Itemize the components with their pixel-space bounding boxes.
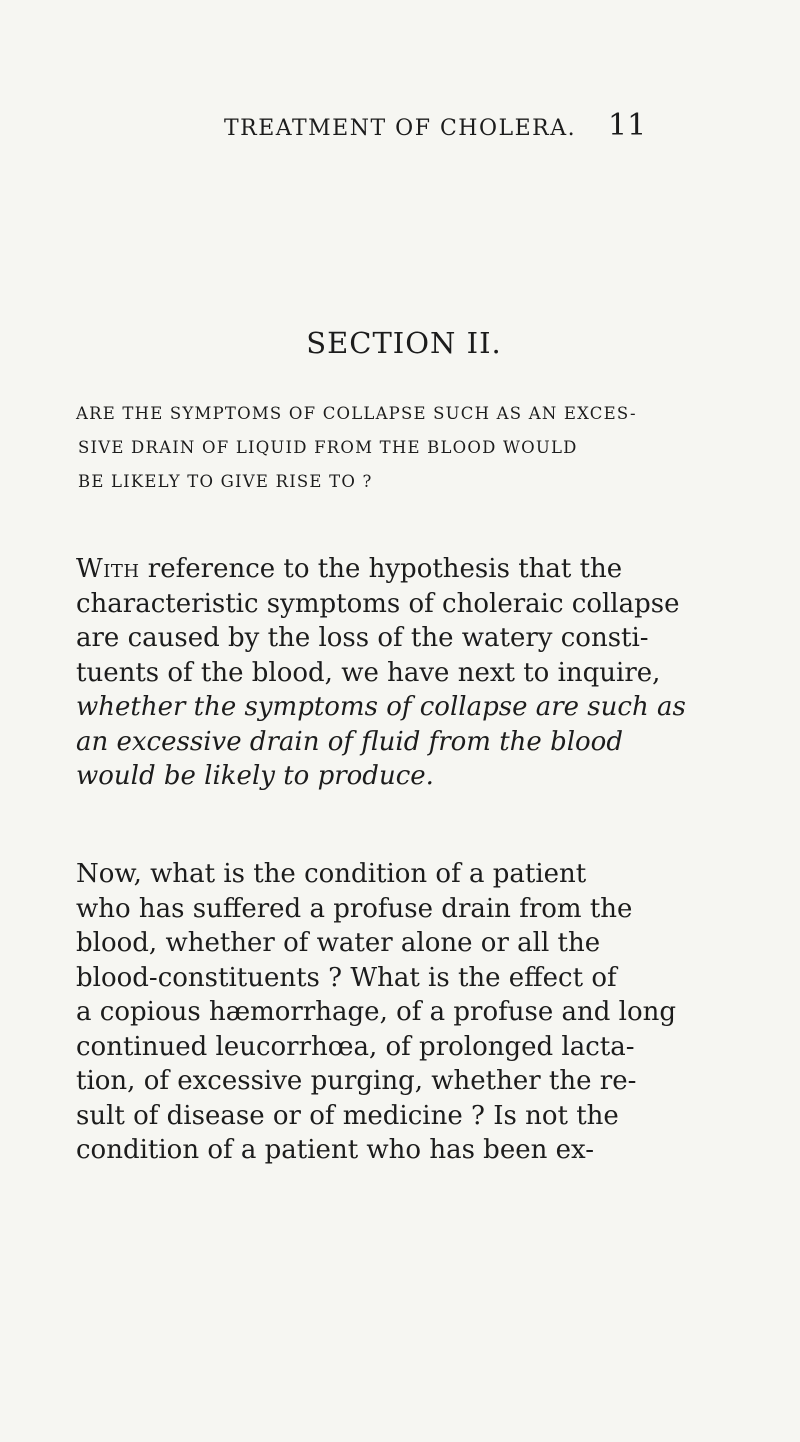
paragraph-line: blood, whether of water alone or all the: [76, 928, 601, 958]
paragraph-line: tion, of excessive purging, whether the re-: [76, 1066, 637, 1096]
italic-line: an excessive drain of fluid from the blood: [76, 726, 623, 757]
paragraph-line: [76, 552, 726, 587]
section-subtitle: [76, 397, 726, 499]
paragraph-line: a copious hæmorrhage, of a profuse and long: [76, 997, 677, 1027]
paragraph-line: sult of disease or of medicine ? Is not the: [76, 1100, 619, 1131]
paragraph-line: who has suffered a profuse drain from the: [76, 893, 633, 924]
paragraph-line: are caused by the loss of the watery consti-: [76, 623, 649, 653]
subtitle-line: ARE THE SYMPTOMS OF COLLAPSE SUCH AS AN EXCES-: [76, 404, 637, 423]
page-number: 11: [608, 108, 647, 143]
paragraph-line: condition of a patient who has been ex-: [76, 1135, 594, 1165]
subtitle-line: BE LIKELY TO GIVE RISE TO ?: [78, 472, 373, 491]
paragraph-line: characteristic symptoms of choleraic collapse: [76, 588, 680, 619]
italic-line: would be likely to produce.: [76, 761, 434, 791]
running-head-title: TREATMENT OF CHOLERA.: [224, 116, 577, 141]
subtitle-line: SIVE DRAIN OF LIQUID FROM THE BLOOD WOULD: [78, 438, 578, 457]
paragraph-line: blood-constituents ? What is the effect of: [76, 962, 617, 993]
line-text: reference to the hypothesis that the: [139, 554, 623, 584]
paragraph-2: [76, 857, 726, 1168]
running-head: [0, 108, 800, 148]
paragraph-line: Now, what is the condition of a patient: [76, 859, 587, 889]
section-title: SECTION II.: [306, 326, 502, 360]
italic-line: whether the symptoms of collapse are such as: [76, 692, 686, 722]
lead-word: With: [76, 554, 140, 584]
paragraph-1: [76, 552, 726, 794]
paragraph-line: tuents of the blood, we have next to inquire,: [76, 657, 661, 688]
paragraph-line: continued leucorrhœa, of prolonged lacta-: [76, 1031, 635, 1062]
